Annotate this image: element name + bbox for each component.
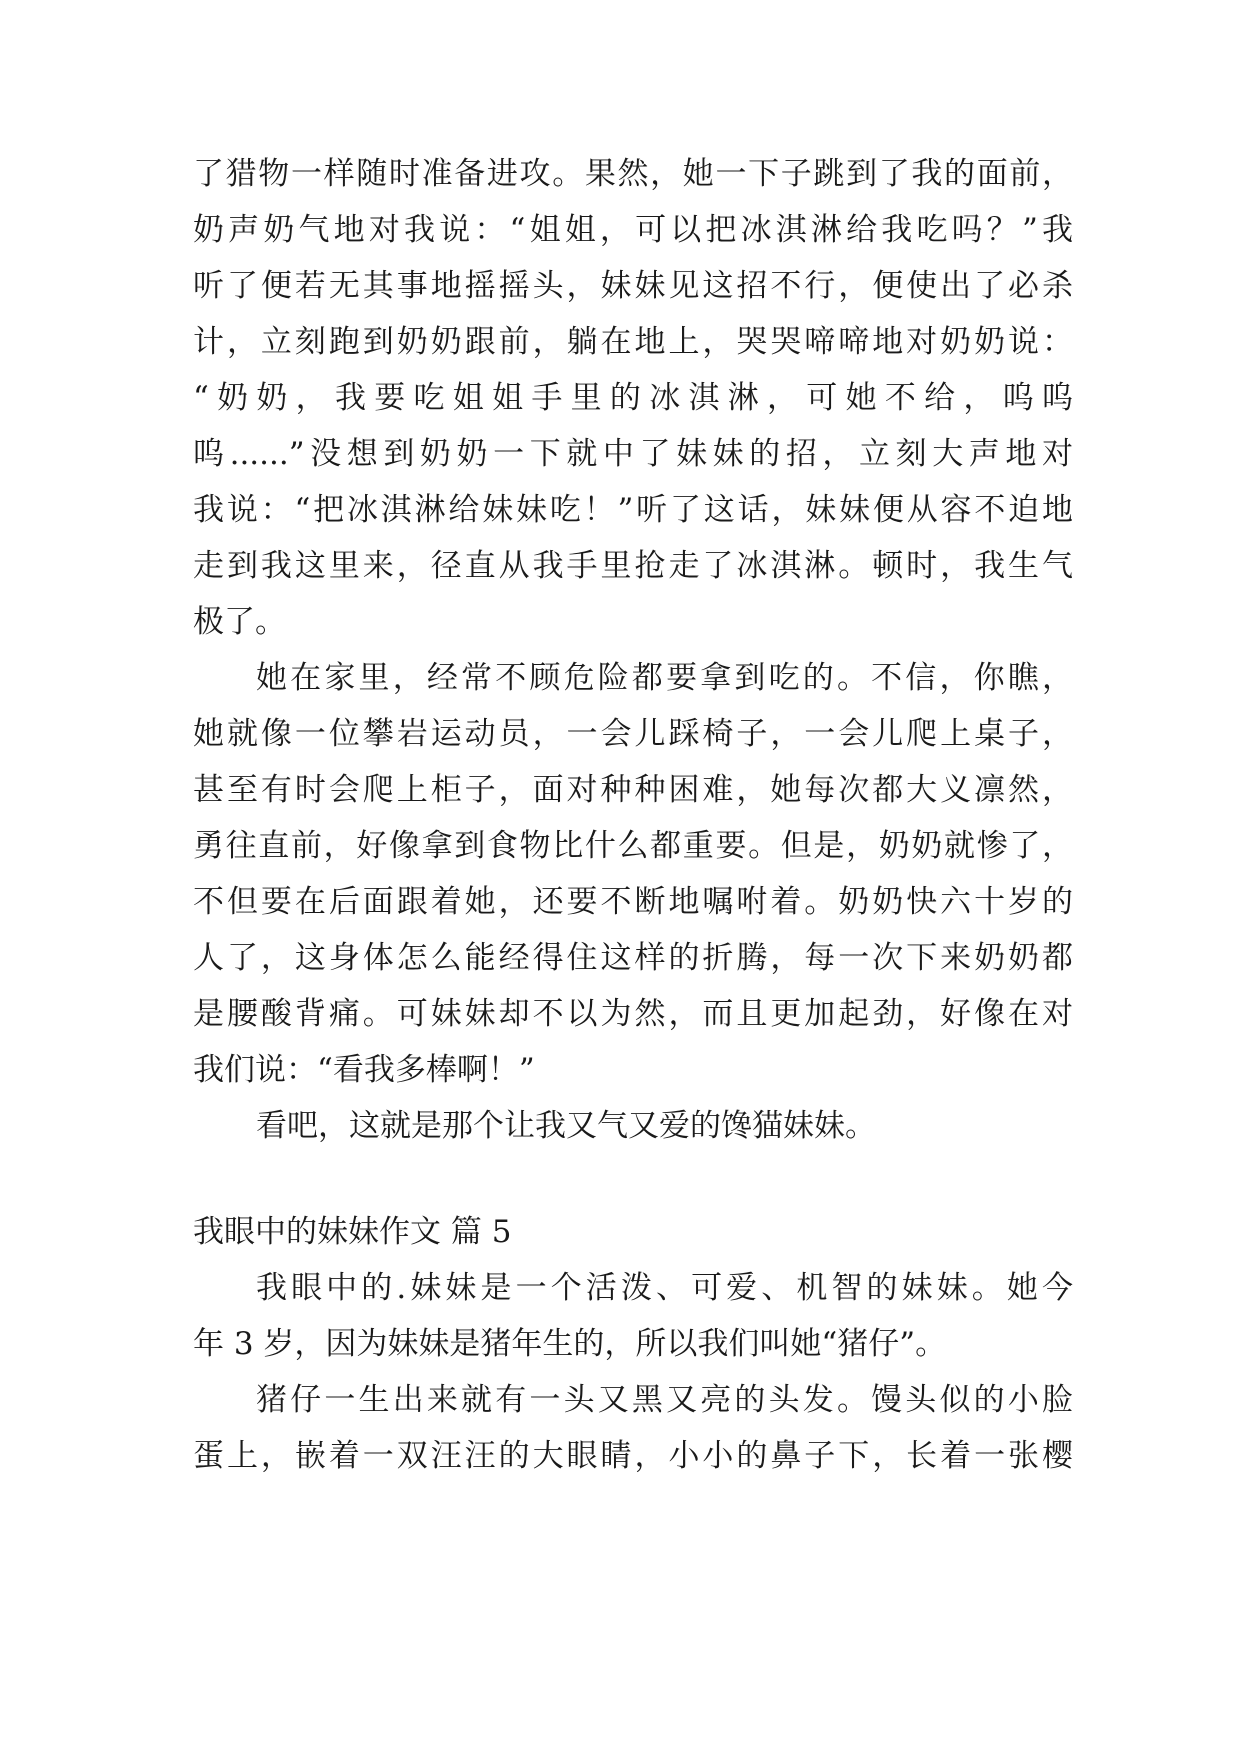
text-line: “奶奶，我要吃姐姐手里的冰淇淋，可她不给，呜呜 — [193, 380, 1073, 416]
text-line: 勇往直前，好像拿到食物比什么都重要。但是，奶奶就惨了， — [193, 828, 1073, 864]
text-line: 年 3 岁，因为妹妹是猪年生的，所以我们叫她“猪仔”。 — [193, 1326, 947, 1362]
text-line: 我眼中的.妹妹是一个活泼、可爱、机智的妹妹。她今 — [256, 1270, 1073, 1306]
text-line: 计，立刻跑到奶奶跟前，躺在地上，哭哭啼啼地对奶奶说： — [193, 324, 1073, 360]
text-line: 她在家里，经常不顾危险都要拿到吃的。不信，你瞧， — [256, 660, 1073, 696]
text-line: 她就像一位攀岩运动员，一会儿踩椅子，一会儿爬上桌子， — [193, 716, 1073, 752]
section-heading: 我眼中的妹妹作文 篇 5 — [193, 1214, 512, 1250]
text-line: 甚至有时会爬上柜子，面对种种困难，她每次都大义凛然， — [193, 772, 1073, 808]
text-line: 我们说：“看我多棒啊！” — [193, 1052, 535, 1088]
text-line: 猪仔一生出来就有一头又黑又亮的头发。馒头似的小脸 — [256, 1382, 1073, 1418]
text-line: 极了。 — [193, 604, 286, 640]
text-line: 呜......”没想到奶奶一下就中了妹妹的招，立刻大声地对 — [193, 436, 1073, 472]
text-line: 听了便若无其事地摇摇头，妹妹见这招不行，便使出了必杀 — [193, 268, 1073, 304]
text-line: 人了，这身体怎么能经得住这样的折腾，每一次下来奶奶都 — [193, 940, 1073, 976]
text-line: 我说：“把冰淇淋给妹妹吃！”听了这话，妹妹便从容不迫地 — [193, 492, 1073, 528]
text-line: 奶声奶气地对我说：“姐姐，可以把冰淇淋给我吃吗？”我 — [193, 212, 1073, 248]
text-line: 走到我这里来，径直从我手里抢走了冰淇淋。顿时，我生气 — [193, 548, 1073, 584]
text-line: 不但要在后面跟着她，还要不断地嘱咐着。奶奶快六十岁的 — [193, 884, 1073, 920]
text-line: 是腰酸背痛。可妹妹却不以为然，而且更加起劲，好像在对 — [193, 996, 1073, 1032]
text-line: 蛋上，嵌着一双汪汪的大眼睛，小小的鼻子下，长着一张樱 — [193, 1438, 1073, 1474]
text-line: 看吧，这就是那个让我又气又爱的馋猫妹妹。 — [256, 1108, 876, 1144]
text-line: 了猎物一样随时准备进攻。果然，她一下子跳到了我的面前， — [193, 156, 1073, 192]
